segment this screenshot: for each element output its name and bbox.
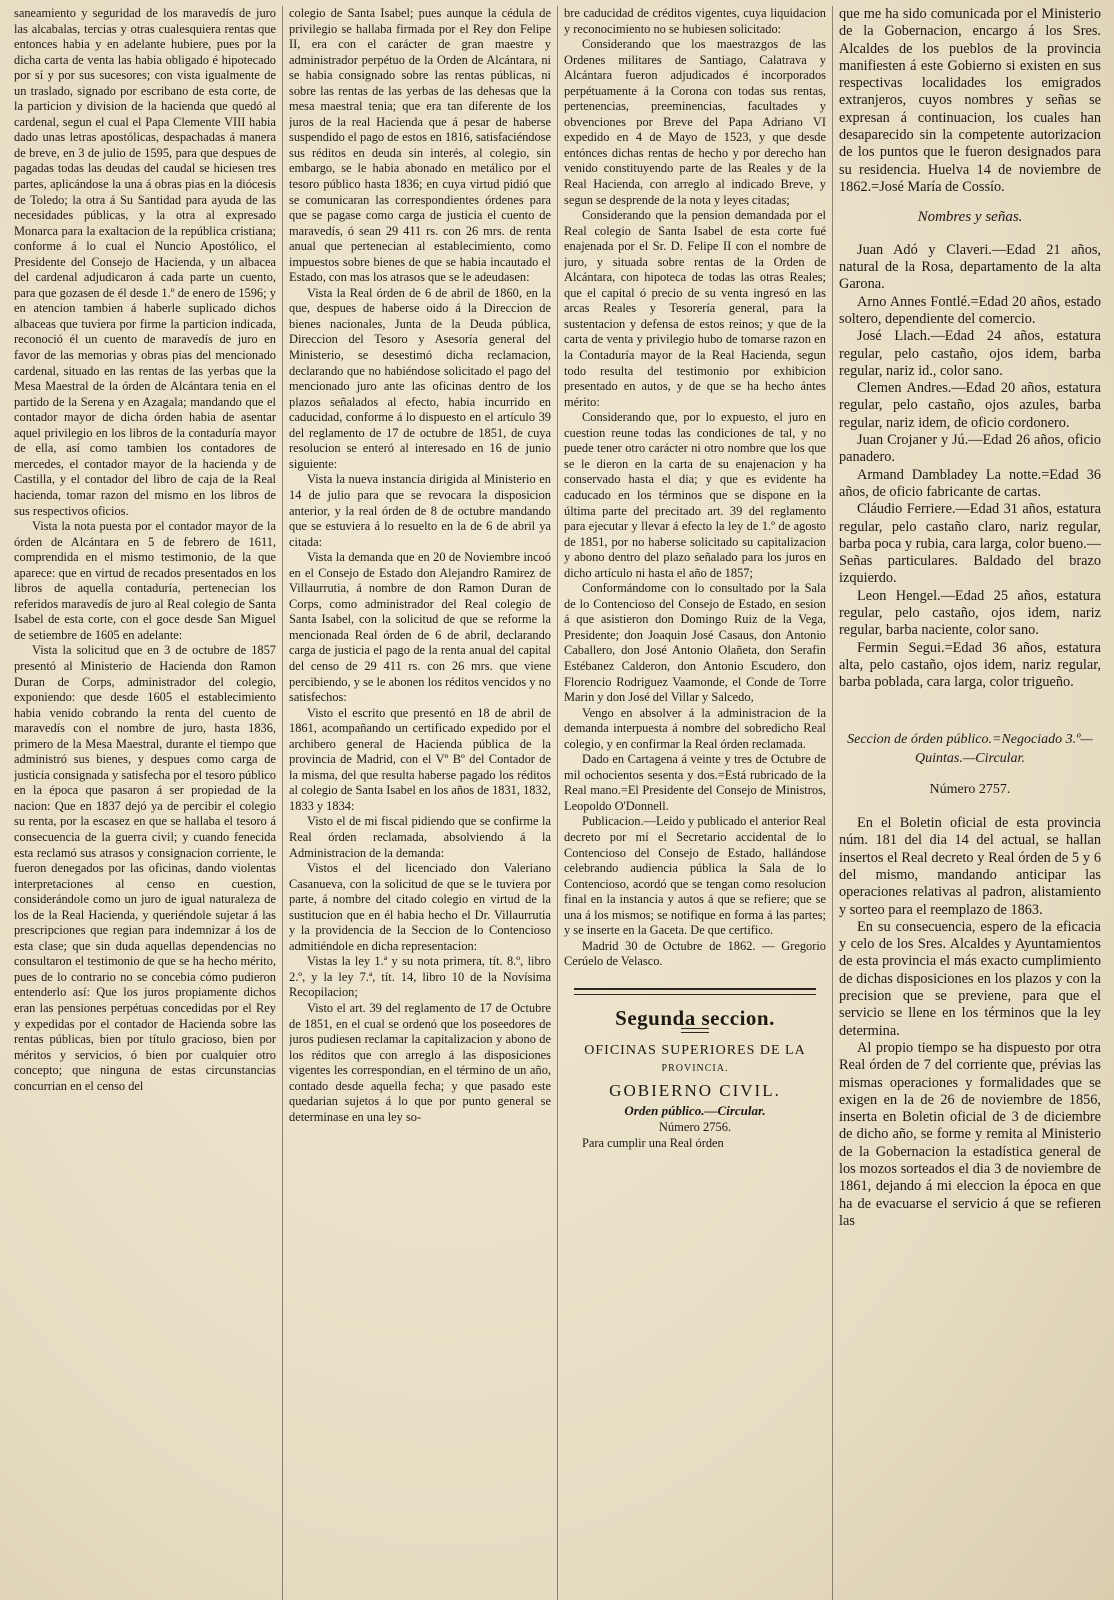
- list-item: José Llach.—Edad 24 años, estatura regular, pelo castaño, ojos idem, barba regular, nariz id., color sano.: [839, 328, 1101, 379]
- column-2: [289, 6, 551, 1600]
- circular-number: Número 2756.: [658, 1120, 732, 1135]
- signature-line: Madrid 30 de Octubre de 1862. — Gregorio Cerúelo de Velasco.: [564, 938, 826, 969]
- paragraph: Vista la nueva instancia dirigida al Ministerio en 14 de julio para que se revocara la disposicion anterior, y la real órden de 8 de octubre mandando que se estuviera á lo resuelto en la de 6 de abril ya citada:: [289, 472, 551, 549]
- paragraph: Vista la nota puesta por el contador mayor de la órden de Alcántara en 5 de febrero de 1611, comprendida en el mismo testimonio, de la que aparece: que en virtud de recados presentados en los libros de aquella contaduría, pertenecian los referidos maravedís de juro al Real colegio de Santa Isabel de esta corte, con el goce desde San Miguel de setiembre de 1605 en adelante:: [14, 519, 276, 642]
- column-3: [564, 6, 826, 1600]
- list-item: Juan Crojaner y Jú.—Edad 26 años, oficio panadero.: [839, 432, 1101, 466]
- list-item: Fermin Segui.=Edad 36 años, estatura alta, pelo castaño, ojos idem, nariz regular, barba poblada, cara larga, color trigueño.: [839, 639, 1101, 691]
- column-divider: [282, 6, 283, 1600]
- column-divider: [832, 6, 833, 1600]
- paragraph: Vengo en absolver á la administracion de la demanda interpuesta á nombre del sobredicho Real colegio, y en confirmar la Real órden reclamada.: [564, 705, 826, 751]
- paragraph: Dado en Cartagena á veinte y tres de Octubre de mil ochocientos sesenta y dos.=Está rubricado de la Real mano.=El Presidente del Consejo de Ministros, Leopoldo O'Donnell.: [564, 752, 826, 813]
- paragraph: Publicacion.—Leido y publicado el anterior Real decreto por mí el Secretario accidental de lo Contencioso del Consejo de Estado, hallándose celebrando audiencia pública la Sala de lo Contencioso, acordó que se tengan como resolucion final en la instancia y autos á que se refiere; que se una á los mismos; se notifique en forma á las partes; y se inserte en la Gaceta. De que certifico.: [564, 814, 826, 938]
- paragraph: Vistas la ley 1.ª y su nota primera, tít. 8.º, libro 2.º, y la ley 7.ª, tít. 14, libro 10 de la Novísima Recopilacion;: [289, 954, 551, 1000]
- list-item: Clemen Andres.—Edad 20 años, estatura regular, pelo castaño, ojos azules, barba regular, nariz idem, de oficio cordonero.: [839, 380, 1101, 431]
- paragraph: Conformándome con lo consultado por la Sala de lo Contencioso del Consejo de Estado, en sesion á que asistieron don Domingo Ruiz de la Vega, Presidente; don Joaquin José Casaus, don Antonio Caballero, don José Antonio Olañeta, don Serafin Estébanez Calderon, don Antonio Escudero, don Florencio Rodriguez Vaamonde, el Conde de Torre Marin y don José del Villar y Salcedo,: [564, 581, 826, 705]
- section-heading: Seccion de órden público.=Negociado 3.º—Quintas.—Circular.: [847, 731, 1093, 766]
- paragraph: colegio de Santa Isabel; pues aunque la cédula de privilegio se hallaba firmada por el Rey don Felipe II, era con el carácter de gran maestre y administrador perpétuo de la Orden de Alcántara, ni se habia consignado sobre las rentas públicas, ni sobre las rentas de las yerbas de las dehesas que la mesa maestral tenia; que era tan diferente de los juros de la real Hacienda que á pesar de haberse suspendido el pago de estos en 1816, satisfaciéndose sus réditos en deuda sin interés, al colegio, sin embargo, se le habia abonado en metálico por el tesoro público hasta 1836; en cuya virtud pidió que se comunicaran las correspondientes órdenes para que se pagase como carga de justicia el cuento de maravedís, ó sean 29 411 rs. con 26 mrs. de renta anual que pertenecian al establecimiento, como impuestos sobre bienes de que se habia incautado el Estado, con mas los atrasos que se le adeudasen:: [289, 6, 551, 285]
- columns: [14, 6, 1104, 1600]
- circular-number: Número 2757.: [929, 781, 1011, 797]
- section-divider: [574, 988, 816, 995]
- list-item: Armand Dambladey La notte.=Edad 36 años, de oficio fabricante de cartas.: [839, 466, 1101, 500]
- paragraph: saneamiento y seguridad de los maravedís de juro las alcabalas, tercias y otras cualesquiera rentas que entonces habia y en adelante hubiere, pues por la dicha carta de venta las habia obligado é hipotecado por sí y por sus sucesores; con vista igualmente de un traslado, signado por escribano de esta corte, de la particion y division de la hacienda que quedó al cardenal, segun el cual el Papa Clemente VIII habia dado unas letras apostólicas, despachadas á manera de breve, en 3 de julio de 1595, para que despues de pagadas todas las deudas del caudal se hiciesen tres partes, aplicándose la una á obras pias en la diócesis de Toledo; la otra á Su Santidad para ayuda de las necesidades públicas, y la otra al expresado Monarca para la exaltacion de la república cristiana; conforme á lo cual el Nuncio Apostólico, el Presidente del Consejo de Hacienda, y un albacea del cardenal adjudicaron á cada parte un cuento, para que gozasen de él desde 1.º de enero de 1596; y en atencion tambien á haberle suplicado dichos albaceas que tuviera por firme la particion indicada, reconoció él un cuento de maravedís de juro en favor de las memorias y obras pias del mencionado cardenal, situado en las rentas de las yerbas que la Mesa Maestral de la órden de Alcántara tenia en el partido de la Serena y en Azagala; mandando que el contador mayor de dicha órden habia de asentar aquel privilegio en los libros de la contaduría mayor de ella, así como tambien los contadores de mercedes, el contador mayor de la hacienda y de Castilla, y el contador del libro de caja de la Real hacienda, tomar razon del mismo en los libros de sus respectivos oficios.: [14, 6, 276, 518]
- paragraph: Para cumplir una Real órden: [582, 1135, 724, 1150]
- paragraph: Vista la Real órden de 6 de abril de 1860, en la que, despues de haberse oido á la Direccion de bienes nacionales, Junta de la Deuda pública, Direccion del Tesoro y Asesoría general del Ministerio, se desestimó dicha reclamacion, declarando que no habiéndose solicitado el pago del mencionado juro ante las oficinas dentro de los plazos señalados al efecto, habia incurrido en caducidad, conforme á lo dispuesto en el artículo 39 del reglamento de 17 de octubre de 1851, de cuya resolucion se enteró al interesado en 16 de junio siguiente:: [289, 285, 551, 471]
- list-item: Cláudio Ferriere.—Edad 31 años, estatura regular, pelo castaño claro, nariz regular, barba poca y rubia, cara larga, color bueno.—Señas particulares. Baldado del brazo izquierdo.: [839, 501, 1101, 587]
- paragraph: Visto el escrito que presentó en 18 de abril de 1861, acompañando un certificado expedido por el archibero general de Hacienda pública de la provincia de Madrid, con el Vº Bº del Contador de la misma, del que resulta haberse pagado los réditos al colegio de Santa Isabel en los años de 1831, 1832, 1833 y 1834:: [289, 705, 551, 813]
- column-1: [14, 6, 276, 1600]
- paragraph: Visto el de mi fiscal pidiendo que se confirme la Real órden reclamada, absolviendo á la Administracion de la demanda:: [289, 814, 551, 860]
- paragraph: bre caducidad de créditos vigentes, cuya liquidacion y reconocimiento no se hubiesen solicitado:: [564, 6, 826, 36]
- paragraph: En el Boletin oficial de esta provincia núm. 181 del dia 14 del actual, se hallan insertos el Real decreto y Real órden de 5 y 6 del mismo, mandando anticipar las operaciones relativas al padron, alistamiento y sorteo para el reemplazo de 1863.: [839, 815, 1101, 918]
- office-heading: OFICINAS SUPERIORES DE LA: [584, 1043, 806, 1059]
- list-item: Arno Annes Fontlé.=Edad 20 años, estado soltero, dependiente del comercio.: [839, 293, 1101, 327]
- paragraph: que me ha sido comunicada por el Ministerio de la Gobernacion, encargo á los Sres. Alcaldes de los pueblos de la provincia manifiesten á este Gobierno si existen en sus respectivas localidades los emigrados extranjeros, cuyos nombres y señas se expresan á continuacion, los cuales han desaparecido sin la competente autorizacion de los puntos que le fueron designados para su residencia. Huelva 14 de noviembre de 1862.=José María de Cossío.: [839, 6, 1101, 195]
- paragraph: Considerando que los maestrazgos de las Ordenes militares de Santiago, Calatrava y Alcántara fueron adjudicados é incorporados perpétuamente á la Corona con todas sus rentas, pertenencias, preeminencias, facultades y obvenciones por Breve del Papa Adriano VI expedido en 4 de Mayo de 1523, y que desde entónces dichas rentas de hecho y por derecho han venido constituyendo parte de las Reales y de la Real Hacienda, con arreglo al indicado Breve, y segun se desprende de la nota y leyes citadas;: [564, 37, 826, 207]
- list-item: Juan Adó y Claveri.—Edad 21 años, natural de la Rosa, departamento de la alta Garona.: [839, 241, 1101, 293]
- paragraph: Al propio tiempo se ha dispuesto por otra Real órden de 7 del corriente que, prévias las mismas operaciones y formalidades que se exigen en la de 26 de noviembre de 1856, inserta en Boletin oficial de 3 de diciembre de dicho año, se forme y remita al Ministerio de la Gobernacion la estadística general de los mozos sorteados el dia 3 de noviembre de 1861, dejando á mi eleccion la época en que ha de evacuarse el servicio á que se refieren las: [839, 1039, 1101, 1229]
- government-heading: GOBIERNO CIVIL.: [609, 1081, 781, 1100]
- circular-heading: Orden público.—Circular.: [624, 1102, 766, 1118]
- province-heading: PROVINCIA.: [661, 1063, 729, 1075]
- list-item: Leon Hengel.—Edad 25 años, estatura regular, pelo castaño, ojos idem, nariz regular, barba naciente, color sano.: [839, 587, 1101, 639]
- paragraph: Considerando que, por lo expuesto, el juro en cuestion reune todas las condiciones de tal, y no puede tener otro carácter ni otro nombre que los que se le dieron en la carta de su enajenacion y ha conservado hasta el dia; y que es evidente ha caducado en los términos que se dispone en la última parte del precitado art. 39 del reglamento para ejecutar y llevar á efecto la ley de 1.º de agosto de 1851, por no haberse solicitado su capitalizacion y abono dentro del plazo señalado para los juros en dicho artículo ni hasta el año de 1857;: [564, 410, 826, 580]
- paragraph: Considerando que la pension demandada por el Real colegio de Santa Isabel de esta corte fué enajenada por el Sr. D. Felipe II con el nombre de juro, y situada sobre rentas de la Orden de Alcántara, con hipoteca de todas las otras Reales; que el capital ó precio de su venta ingresó en las arcas Reales y Tesorería general, para la sustentacion y defensa de estos reinos; y que de la carta de venta y privilegio hubo de tomarse razon en la Contaduría mayor de la Real Hacienda, segun todo resulta del testimonio por exhibicion presentado en autos, y de que se ha hecho ántes mérito:: [564, 208, 826, 409]
- paragraph: Vista la solicitud que en 3 de octubre de 1857 presentó al Ministerio de Hacienda don Ramon Duran de Corps, administrador del colegio, exponiendo: que desde 1605 el establecimiento habia venido cobrando la renta del cuento de maravedís con el nombre de juro, hasta 1836, primero de la Mesa Maestral, durante el tiempo que administró sus bienes, y despues como carga de justicia consignada y satisfecha por el tesoro público en la época que pasaron á ser propiedad de la nacion: Que en 1837 dejó ya de percibir el colegio su renta, por la escasez en que se hallaba el tesoro á consecuencia de la guerra civil; y cuando fenecida esta reclamó sus atrasos y consignacion corriente, le fueron denegados por las oficinas, dando violentas interpretaciones al censo en cuestion, considerándole como un juro de igual naturaleza de los de la Real Hacienda, y queriéndole sujetar á las prescripciones que regian para indemnizar á los de esta clase; que sin duda aquellas dependencias no consultaron el testimonio de que se ha hecho mérito, pues de lo contrario no se concebia cómo pudieron entenderlo así: Que los juros propiamente dichos eran las pensiones perpétuas concedidas por el Rey y expedidas por el contador de Hacienda sobre las rentas públicas, bien por título gracioso, bien por méritos y servicios, ó bien por cualquier otro concepto; que ninguna de estas circunstancias concurrian en el censo del: [14, 643, 276, 1093]
- column-divider: [557, 6, 558, 1600]
- section-title: Segunda seccion.: [615, 1005, 775, 1030]
- names-heading: Nombres y señas.: [917, 209, 1023, 226]
- names-list: [839, 242, 1101, 692]
- paragraph: Vista la demanda que en 20 de Noviembre incoó en el Consejo de Estado don Alejandro Ramirez de Villaurrutia, á nombre de don Ramon Duran de Corps, como administrador del Real colegio de Santa Isabel, con la solicitud de que se reforme la mencionada Real órden de 6 de abril, declarando carga de justicia el pago de la renta anual del capital del censo de 29 411 rs. con 26 mrs. que viene percibiendo, y se le abonen los réditos vencidos y no satisfechos:: [289, 550, 551, 705]
- paragraph: Vistos el del licenciado don Valeriano Casanueva, con la solicitud de que se le tuviera por parte, á nombre del citado colegio en virtud de la sustitucion que en él habia hecho el Dr. Villaurrutia y la providencia de la Seccion de lo Contencioso admitiéndole en dicha representacion:: [289, 861, 551, 953]
- column-4: [839, 6, 1101, 1600]
- paragraph: En su consecuencia, espero de la eficacia y celo de los Sres. Alcaldes y Ayuntamientos de esta provincia el más exacto cumplimiento de dichas disposiciones en los plazos y con la precision que se previene, para que el servicio se llene en los términos que la ley determina.: [839, 918, 1101, 1039]
- paragraph: Visto el art. 39 del reglamento de 17 de Octubre de 1851, en el cual se ordenó que los poseedores de juros pudiesen reclamar la capitalizacion y abono de los réditos que con arreglo á las disposiciones vigentes les correspondian, en el término de un año, contado desde aquella fecha; y que pasado este quedarian sujetos á lo que por punto general se determinase en una ley so-: [289, 1001, 551, 1124]
